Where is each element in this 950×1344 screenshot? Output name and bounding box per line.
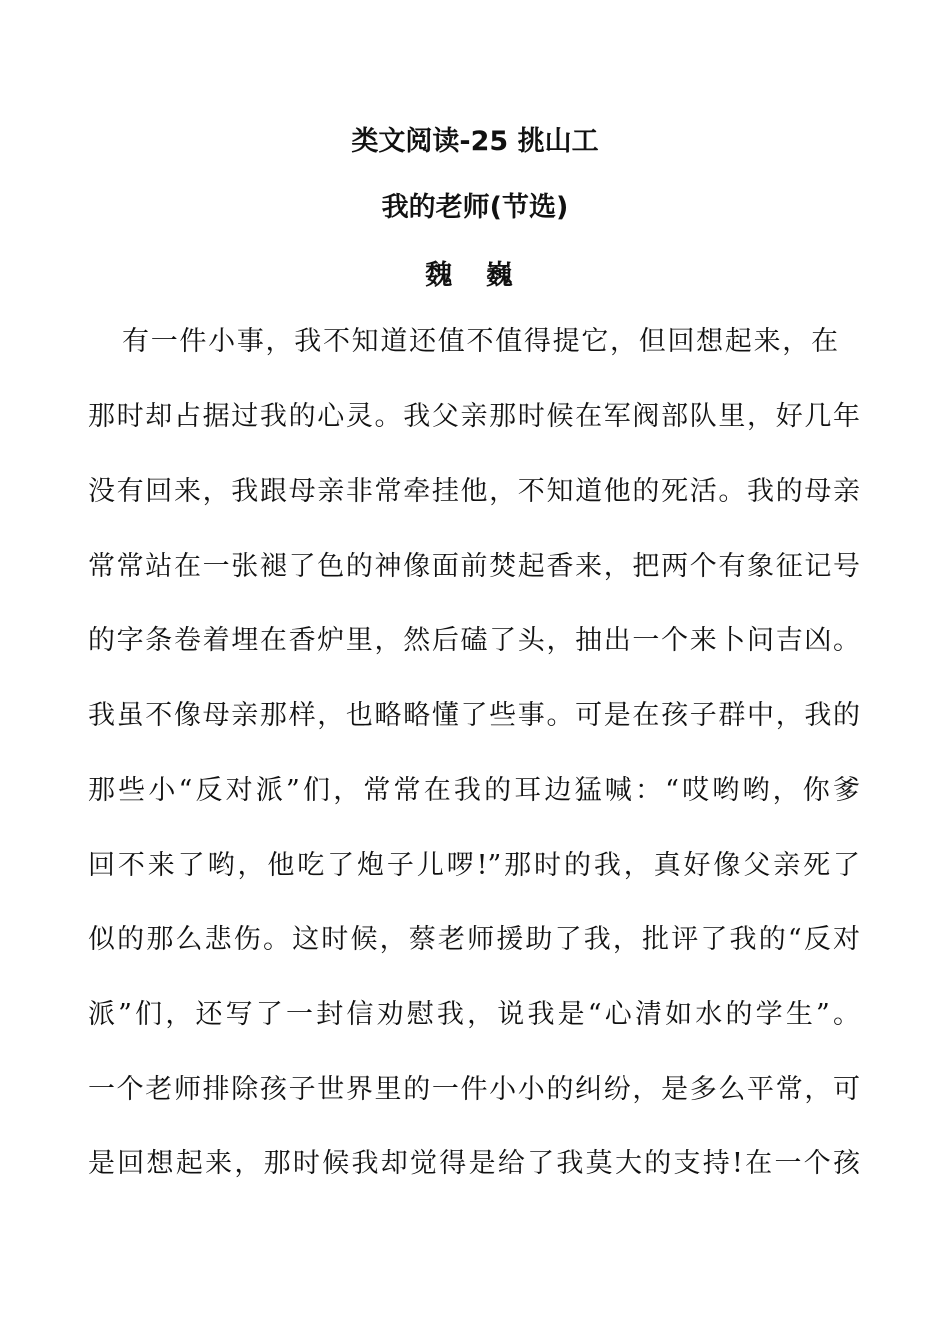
paragraph-line: 派”们，还写了一封信劝慰我，说我是“心清如水的学生”。: [88, 999, 860, 1030]
paragraph-line: 一个老师排除孩子世界里的一件小小的纠纷，是多么平常，可: [88, 1074, 860, 1105]
document-title: 类文阅读-25 挑山工: [351, 126, 599, 157]
paragraph-line: 是回想起来，那时候我却觉得是给了我莫大的支持!在一个孩: [88, 1148, 860, 1179]
paragraph-line: 我虽不像母亲那样，也略略懂了些事。可是在孩子群中，我的: [88, 700, 860, 731]
paragraph-line: 回不来了哟，他吃了炮子儿啰!”那时的我，真好像父亲死了: [88, 850, 860, 881]
paragraph-line: 似的那么悲伤。这时候，蔡老师援助了我，批评了我的“反对: [88, 924, 860, 955]
paragraph-line: 的字条卷着埋在香炉里，然后磕了头，抽出一个来卜问吉凶。: [88, 625, 860, 656]
article-title: 我的老师(节选): [381, 192, 569, 223]
author-name: 魏 巍: [425, 260, 525, 291]
paragraph-line: 那时却占据过我的心灵。我父亲那时候在军阀部队里，好几年: [88, 401, 860, 432]
paragraph-line: 有一件小事，我不知道还值不值得提它，但回想起来，在: [122, 326, 838, 357]
paragraph-line: 那些小“反对派”们，常常在我的耳边猛喊：“哎哟哟，你爹: [88, 775, 860, 806]
paragraph-line: 没有回来，我跟母亲非常牵挂他，不知道他的死活。我的母亲: [88, 476, 860, 507]
paragraph-line: 常常站在一张褪了色的神像面前焚起香来，把两个有象征记号: [88, 551, 860, 582]
